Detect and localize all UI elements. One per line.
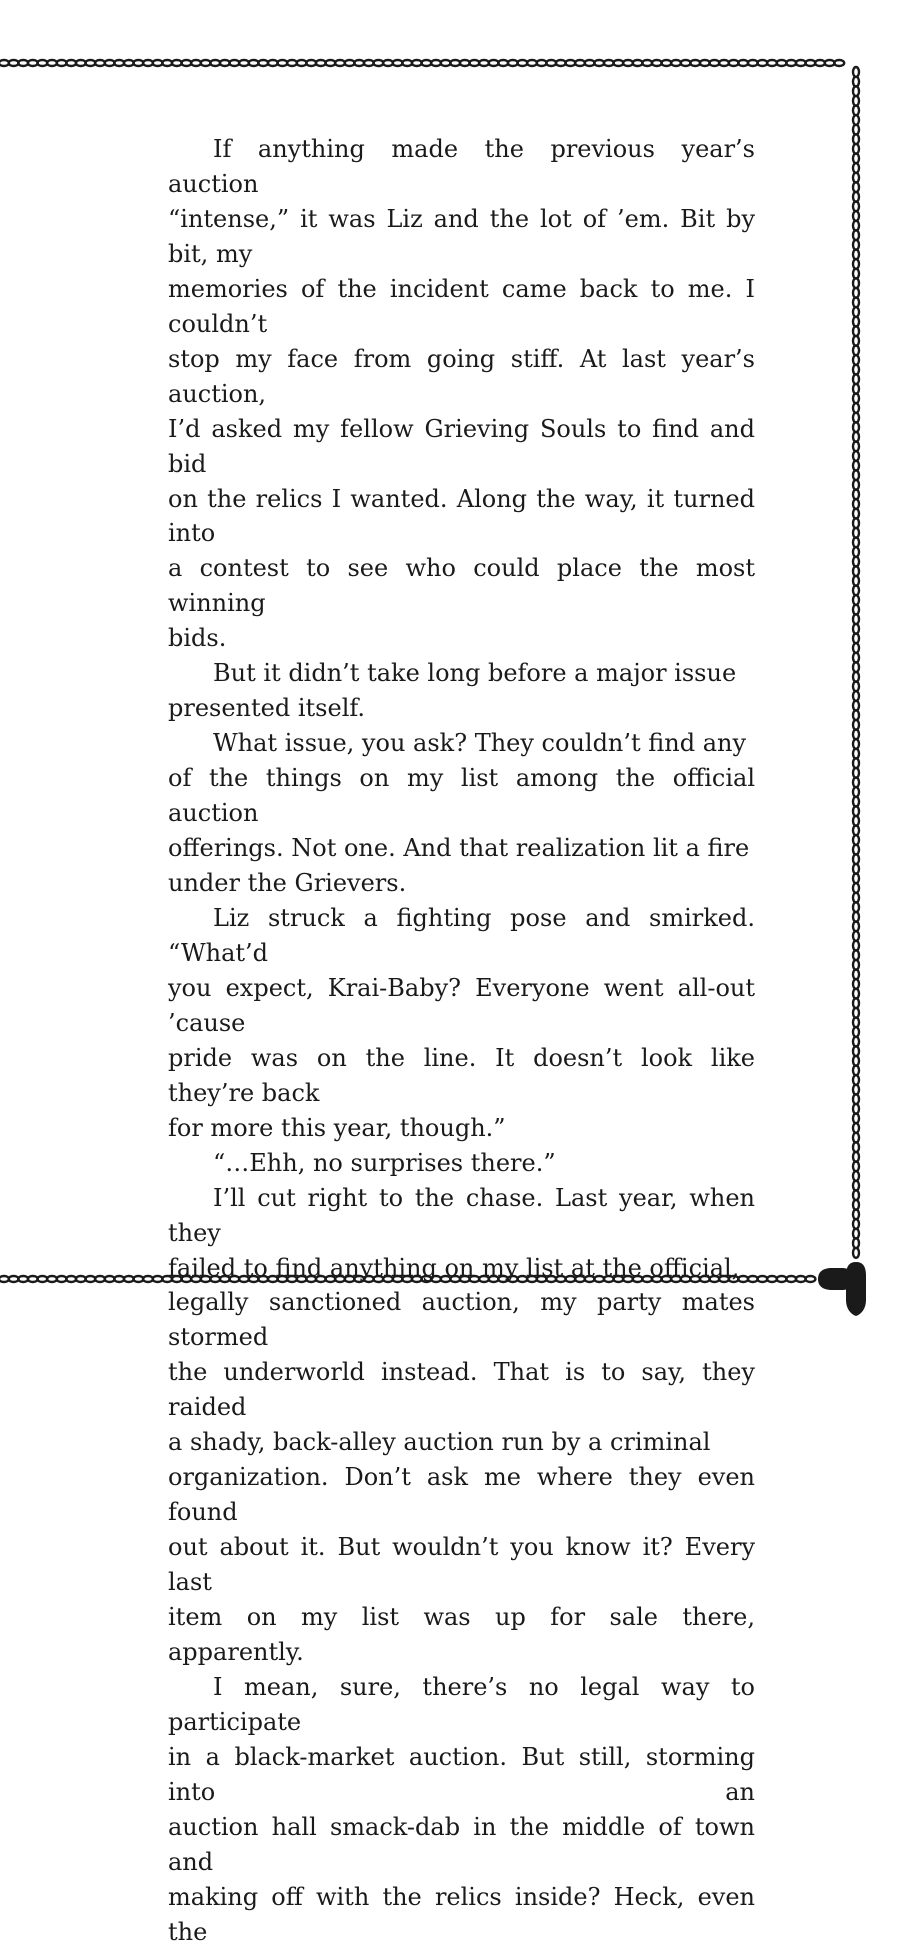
text-line: “…Ehh, no surprises there.” xyxy=(213,1148,556,1177)
paragraph xyxy=(168,1181,755,1670)
text-line: offerings. Not one. And that realization lit a fire xyxy=(168,834,750,863)
text-line: a shady, back-alley auction run by a criminal xyxy=(168,1428,711,1457)
text-line: you expect, Krai-Baby? Everyone went all-out ’cause xyxy=(168,973,755,1037)
text-line: But it didn’t take long before a major issue xyxy=(213,659,737,688)
text-line: Liz struck a fighting pose and smirked. “What’d xyxy=(168,903,755,967)
text-line: for more this year, though.” xyxy=(168,1113,506,1142)
text-line: auction hall smack-dab in the middle of town and xyxy=(168,1812,755,1876)
text-line: legally sanctioned auction, my party mates stormed xyxy=(168,1288,755,1352)
paragraph xyxy=(168,1146,755,1181)
paragraph xyxy=(168,1670,755,1950)
text-line: memories of the incident came back to me. I couldn’t xyxy=(168,274,755,338)
text-line: “intense,” it was Liz and the lot of ’em. Bit by bit, my xyxy=(168,204,755,268)
text-line: out about it. But wouldn’t you know it? Every last xyxy=(168,1533,755,1597)
chain-end-ornament-bottom xyxy=(818,1268,856,1290)
paragraph xyxy=(168,656,755,726)
text-line: under the Grievers. xyxy=(168,869,407,898)
text-line: on the relics I wanted. Along the way, it turned into xyxy=(168,484,755,548)
text-line: organization. Don’t ask me where they even found xyxy=(168,1463,755,1527)
text-line: If anything made the previous year’s auction xyxy=(168,135,755,198)
text-line: a contest to see who could place the most winning xyxy=(168,554,755,618)
text-line: failed to find anything on my list at the official, xyxy=(168,1253,740,1282)
text-line: presented itself. xyxy=(168,694,366,723)
text-line: I’d asked my fellow Grieving Souls to find and bid xyxy=(168,414,755,478)
text-line: item on my list was up for sale there, apparently. xyxy=(168,1603,755,1666)
paragraph xyxy=(168,901,755,1146)
text-line: making off with the relics inside? Heck, even the xyxy=(168,1882,755,1946)
text-line: I’ll cut right to the chase. Last year, when they xyxy=(168,1183,755,1247)
text-line: pride was on the line. It doesn’t look like they’re back xyxy=(168,1043,755,1107)
text-line: of the things on my list among the official auction xyxy=(168,764,755,828)
paragraph xyxy=(168,726,755,901)
text-line: stop my face from going stiff. At last year’s auction, xyxy=(168,344,755,408)
text-line: the underworld instead. That is to say, they raided xyxy=(168,1358,755,1422)
text-line: bids. xyxy=(168,624,227,653)
text-line: What issue, you ask? They couldn’t find any xyxy=(213,729,747,758)
paragraph xyxy=(168,132,755,656)
page-body-text xyxy=(168,132,755,1950)
text-line: in a black-market auction. But still, storming into an xyxy=(168,1742,755,1806)
text-line: I mean, sure, there’s no legal way to participate xyxy=(168,1672,755,1736)
